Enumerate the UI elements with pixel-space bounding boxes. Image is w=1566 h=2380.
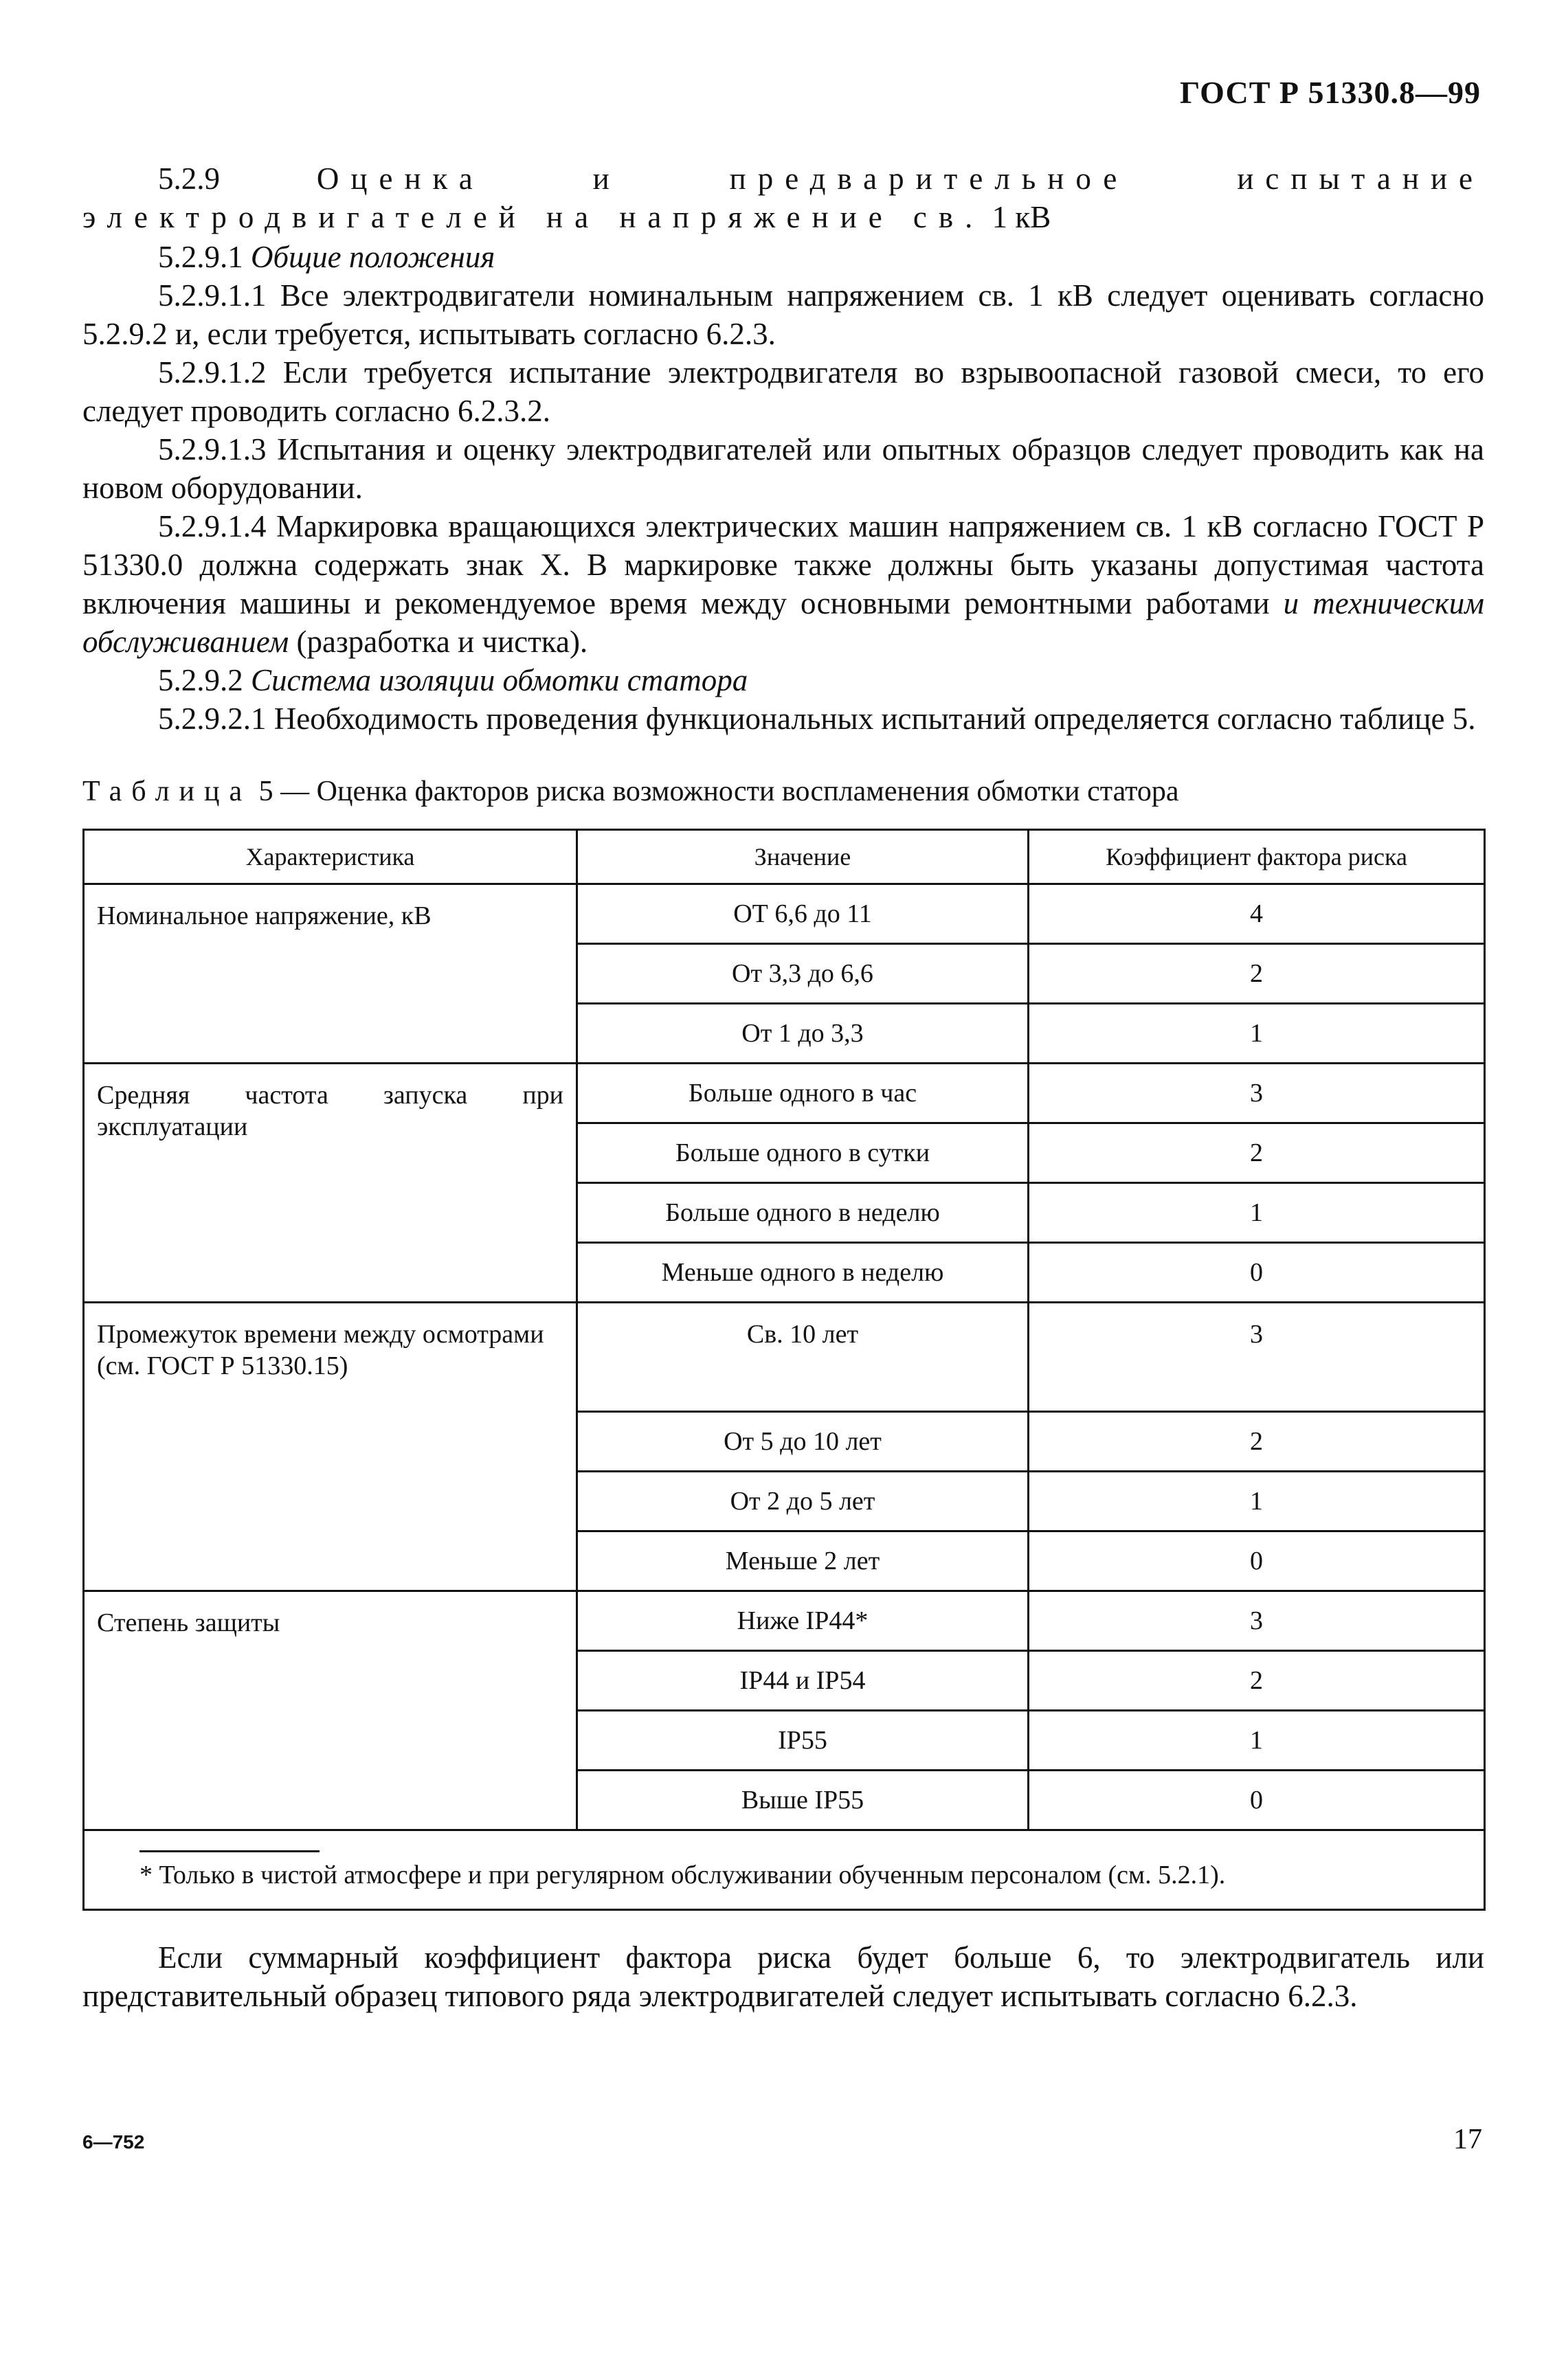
section-5-2-9-heading: 5.2.9 Оценка и предварительное испытание электродвигателей на напряжение св. 1 кВ xyxy=(82,161,1485,234)
paragraph-5-2-9-1-3: 5.2.9.1.3 Испытания и оценку электродвигателей или опытных образцов следует проводить как на новом оборудовании. xyxy=(82,432,1484,505)
column-header-coefficient: Коэффициент фактора риска xyxy=(1029,830,1485,884)
characteristic-cell: Средняя частота запуска при эксплуатации xyxy=(84,1064,577,1303)
value-cell: От 2 до 5 лет xyxy=(577,1472,1029,1531)
table-row xyxy=(84,1064,1485,1123)
coefficient-cell: 1 xyxy=(1029,1183,1485,1243)
table-header-row xyxy=(84,830,1485,884)
value-cell: Выше IP55 xyxy=(577,1771,1029,1830)
page-content xyxy=(82,159,1484,2015)
value-cell: От 5 до 10 лет xyxy=(577,1412,1029,1472)
value-cell: Больше одного в сутки xyxy=(577,1123,1029,1183)
coefficient-cell: 2 xyxy=(1029,944,1485,1004)
value-cell: Ниже IP44* xyxy=(577,1591,1029,1651)
table-footnote: * Только в чистой атмосфере и при регулярном обслуживании обученным персоналом (см. 5.2.1). xyxy=(84,1830,1485,1910)
value-cell: Меньше 2 лет xyxy=(577,1531,1029,1591)
value-cell: Меньше одного в неделю xyxy=(577,1243,1029,1303)
print-code: 6—752 xyxy=(82,2131,145,2153)
risk-factor-table xyxy=(82,829,1486,1911)
coefficient-cell: 1 xyxy=(1029,1472,1485,1531)
footnote-divider xyxy=(139,1850,320,1852)
column-header-characteristic: Характеристика xyxy=(84,830,577,884)
table-caption: Таблица 5 — Оценка факторов риска возможности воспламенения обмотки статора xyxy=(82,776,1179,807)
coefficient-cell: 3 xyxy=(1029,1064,1485,1123)
value-cell: От 1 до 3,3 xyxy=(577,1004,1029,1064)
value-cell: Св. 10 лет xyxy=(577,1303,1029,1412)
value-cell: Больше одного в неделю xyxy=(577,1183,1029,1243)
coefficient-cell: 0 xyxy=(1029,1771,1485,1830)
coefficient-cell: 3 xyxy=(1029,1303,1485,1412)
characteristic-cell: Номинальное напряжение, кВ xyxy=(84,884,577,1064)
section-5-2-9-title: Оценка и предварительное испытание электродвигателей на напряжение св. xyxy=(82,161,1485,234)
characteristic-cell: Промежуток времени между осмотрами (см. ГОСТ Р 51330.15) xyxy=(84,1303,577,1591)
table-row xyxy=(84,884,1485,944)
value-cell: Больше одного в час xyxy=(577,1064,1029,1123)
paragraph-5-2-9-1-2: 5.2.9.1.2 Если требуется испытание электродвигателя во взрывоопасной газовой смеси, то его следует проводить согласно 6.2.3.2. xyxy=(82,355,1484,428)
column-header-value: Значение xyxy=(577,830,1029,884)
coefficient-cell: 4 xyxy=(1029,884,1485,944)
coefficient-cell: 0 xyxy=(1029,1243,1485,1303)
subsection-5-2-9-2: 5.2.9.2 Система изоляции обмотки статора xyxy=(158,663,748,697)
coefficient-cell: 1 xyxy=(1029,1711,1485,1771)
table-row xyxy=(84,1591,1485,1651)
coefficient-cell: 1 xyxy=(1029,1004,1485,1064)
page-header-standard: ГОСТ Р 51330.8—99 xyxy=(1180,75,1481,110)
coefficient-cell: 2 xyxy=(1029,1651,1485,1711)
table-footnote-row xyxy=(84,1830,1485,1910)
coefficient-cell: 0 xyxy=(1029,1531,1485,1591)
table-row xyxy=(84,1303,1485,1412)
coefficient-cell: 2 xyxy=(1029,1123,1485,1183)
paragraph-5-2-9-1-4: 5.2.9.1.4 Маркировка вращающихся электрических машин напряжением св. 1 кВ согласно ГОСТ Р 51330.0 должна содержать знак X. В маркировке также должны быть указаны допустимая частота включения машины и рекомендуемое время между основными ремонтными работами и техническим обслуживанием (разработка и чистка). xyxy=(82,509,1484,659)
coefficient-cell: 2 xyxy=(1029,1412,1485,1472)
value-cell: От 3,3 до 6,6 xyxy=(577,944,1029,1004)
paragraph-5-2-9-1-1: 5.2.9.1.1 Все электродвигатели номинальным напряжением св. 1 кВ следует оценивать согласно 5.2.9.2 и, если требуется, испытывать согласно 6.2.3. xyxy=(82,278,1484,351)
page-number: 17 xyxy=(1453,2124,1482,2155)
paragraph-5-2-9-2-1: 5.2.9.2.1 Необходимость проведения функциональных испытаний определяется согласно таблице 5. xyxy=(158,701,1476,736)
subsection-5-2-9-1: 5.2.9.1 Общие положения xyxy=(158,240,495,274)
value-cell: ОТ 6,6 до 11 xyxy=(577,884,1029,944)
coefficient-cell: 3 xyxy=(1029,1591,1485,1651)
value-cell: IP55 xyxy=(577,1711,1029,1771)
characteristic-cell: Степень защиты xyxy=(84,1591,577,1830)
value-cell: IP44 и IP54 xyxy=(577,1651,1029,1711)
closing-paragraph: Если суммарный коэффициент фактора риска будет больше 6, то электродвигатель или представительный образец типового ряда электродвигателей следует испытывать согласно 6.2.3. xyxy=(82,1940,1484,2013)
